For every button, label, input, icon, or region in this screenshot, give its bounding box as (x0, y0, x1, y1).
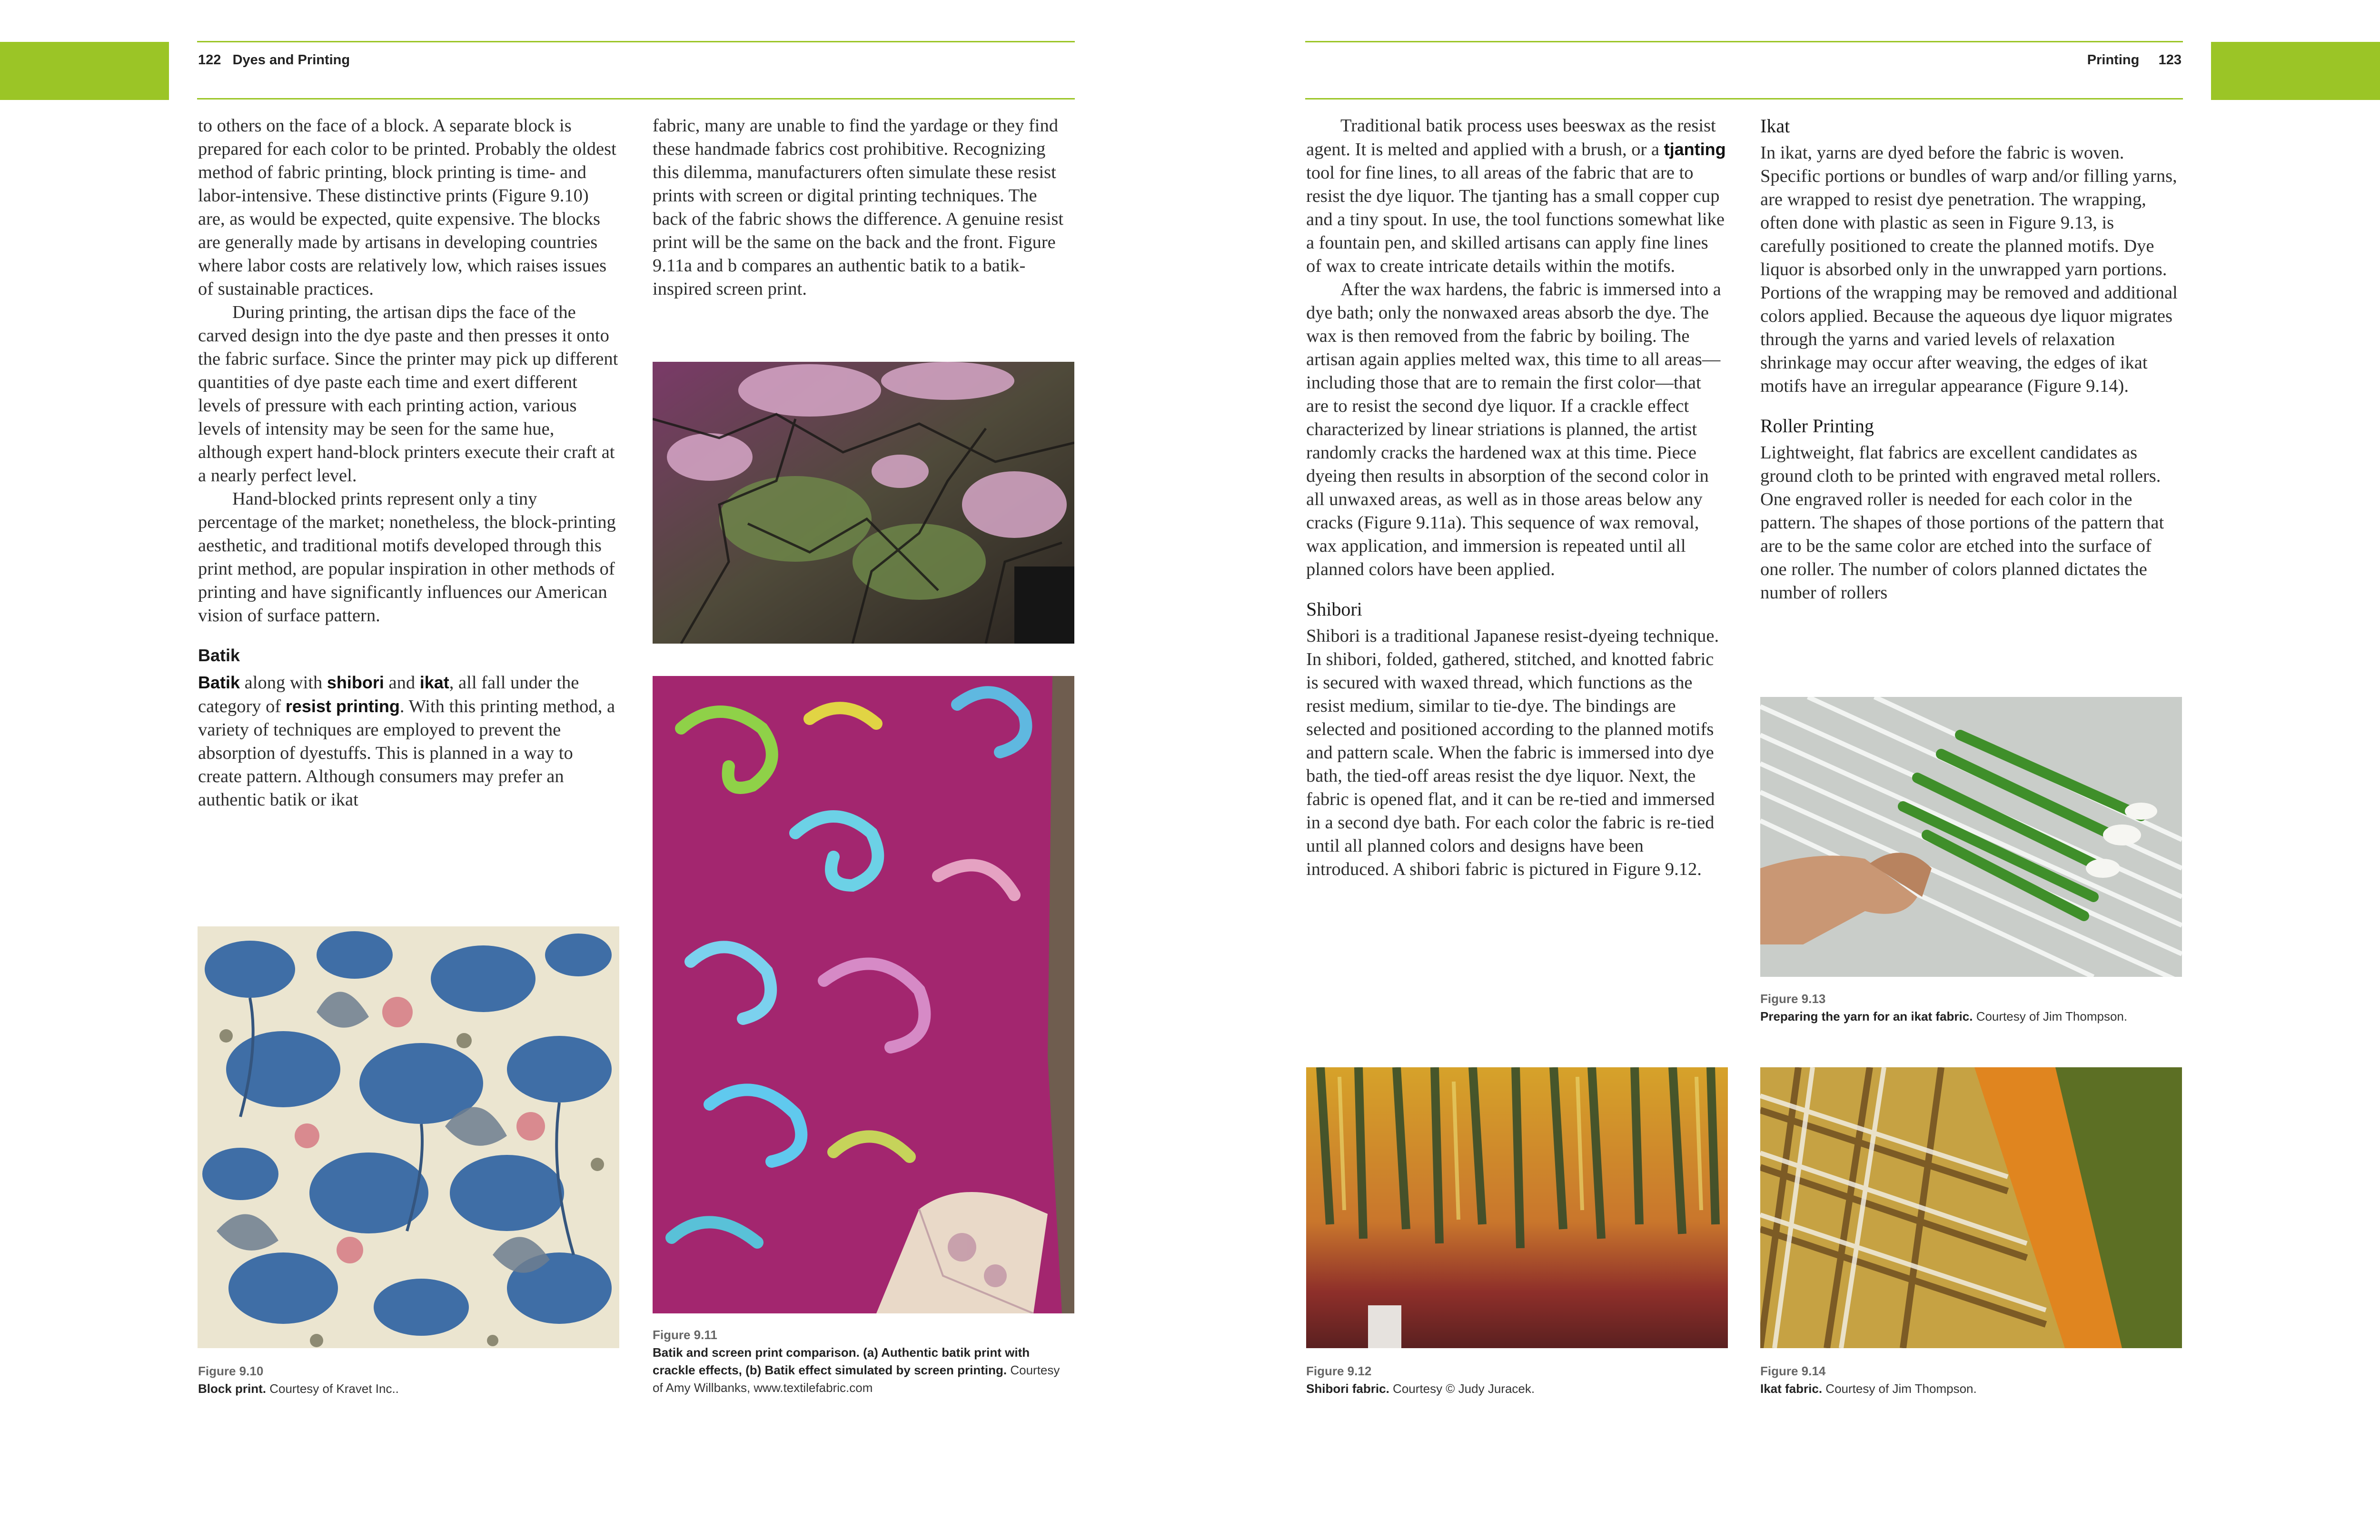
left-page-column-2 (653, 114, 1074, 301)
left-page-column-1 (198, 114, 619, 812)
body-paragraph: During printing, the artisan dips the face of the carved design into the dye paste and then presses it onto the fabric surface. Since the printer may pick up different quantities of dye paste each time and exert different levels of pressure with each printing action, various levels of intensity may be seen for the same hue, although expert hand-block printers execute their craft at a nearly perfect level. (198, 302, 618, 486)
term-shibori: shibori (327, 673, 384, 692)
body-paragraph: Hand-blocked prints represent only a tiny percentage of the market; nonetheless, the block-printing aesthetic, and traditional motifs developed through this print method, are popular inspiration in other methods of printing and have significantly influences our American vision of surface pattern. (198, 489, 616, 626)
left-header-bottom-rule (197, 98, 1075, 99)
body-paragraph: After the wax hardens, the fabric is immersed into a dye bath; only the nonwaxed areas absorb the dye. The wax is then removed from the fabric by boiling. The artisan again applies melted wax, this time to all areas—including those that are to remain the first color—that are to resist the second dye liquor. If a crackle effect characterized by linear striations is planned, the artist randomly cracks the hardened wax at this time. Piece dyeing then results in absorption of the second color in all unwaxed areas, as well as in those areas below any cracks (Figure 9.11a). This sequence of wax removal, wax application, and immersion is repeated until all planned colors have been applied. (1306, 279, 1721, 579)
ikat-paragraph: In ikat, yarns are dyed before the fabric is woven. Specific portions or bundles of warp and/or filling yarns, are wrapped to resist dye penetration. The wrapping, often done with plastic as seen in Figure 9.13, is carefully positioned to create the planned motifs. Dye liquor is absorbed only in the unwrapped yarn portions. Portions of the wrapping may be removed and additional colors applied. Because the aqueous dye liquor migrates through the yarns and varied levels of relaxation shrinkage may occur after weaving, the edges of ikat motifs have an irregular appearance (Figure 9.14). (1760, 143, 2178, 396)
right-header-top-rule (1305, 41, 2183, 42)
right-page-column-1 (1306, 114, 1727, 881)
running-head-left: Dyes and Printing (232, 52, 350, 68)
right-page-tab (2211, 42, 2380, 100)
section-heading-batik: Batik (198, 646, 240, 665)
term-resist-printing: resist printing (285, 696, 400, 716)
section-heading-ikat: Ikat (1760, 115, 1790, 137)
figure-9-12-caption: Figure 9.12 Shibori fabric. Courtesy © Judy Juracek. (1306, 1362, 1728, 1398)
body-paragraph: fabric, many are unable to find the yardage or they find these handmade fabrics cost prohibitive. Recognizing this dilemma, manufacturers often simulate these resist prints with screen or digital printing techniques. The back of the fabric shows the difference. A genuine resist print will be the same on the back and the front. Figure 9.11a and b compares an authentic batik to a batik-inspired screen print. (653, 116, 1064, 299)
section-heading-shibori: Shibori (1306, 598, 1362, 620)
page-number-right: 123 (2158, 52, 2182, 68)
batik-paragraph: Batik along with shibori and ikat, all fall under the category of resist printing. With this printing method, a variety of techniques are employed to prevent the absorption of dyestuffs. This is planned in a way to create pattern. Although consumers may prefer an authentic batik or ikat (198, 673, 615, 810)
right-page-column-2 (1760, 114, 2182, 605)
left-header-top-rule (197, 41, 1075, 42)
figure-number: Figure 9.14 (1760, 1364, 1826, 1378)
term-ikat: ikat (419, 673, 449, 692)
figure-9-11-caption: Figure 9.11 Batik and screen print comparison. (a) Authentic batik print with crackle effects, (b) Batik effect simulated by screen printing. Courtesy of Amy Willbanks, www.textilefabric.com (653, 1326, 1071, 1397)
figure-number: Figure 9.13 (1760, 992, 1826, 1006)
running-head-right: Printing (2087, 52, 2140, 68)
figure-number: Figure 9.12 (1306, 1364, 1372, 1378)
right-header-bottom-rule (1305, 98, 2183, 99)
figure-9-14-caption: Figure 9.14 Ikat fabric. Courtesy of Jim Thompson. (1760, 1362, 2182, 1398)
term-tjanting: tjanting (1664, 139, 1726, 159)
figure-9-11a-authentic-batik-image (653, 362, 1074, 644)
page-number-left: 122 (198, 52, 221, 68)
figure-9-14-ikat-fabric-image (1760, 1067, 2182, 1348)
figure-number: Figure 9.11 (653, 1328, 717, 1342)
figure-9-12-shibori-fabric-image (1306, 1067, 1728, 1348)
section-heading-roller-printing: Roller Printing (1760, 415, 1874, 437)
body-paragraph: Traditional batik process uses beeswax as the resist agent. It is melted and applied with a brush, or a tjanting tool for fine lines, to all areas of the fabric that are to resist the dye liquor. The tjanting has a small copper cup and a tiny spout. In use, the tool functions somewhat like a fountain pen, and skilled artisans can apply fine lines of wax to create intricate details within the motifs. (1306, 116, 1726, 276)
figure-number: Figure 9.10 (198, 1364, 264, 1378)
figure-9-11b-screen-print-batik-image (653, 676, 1074, 1313)
left-page-header (198, 52, 350, 68)
figure-9-13-ikat-yarn-image (1760, 697, 2182, 977)
body-paragraph: to others on the face of a block. A separate block is prepared for each color to be printed. Probably the oldest method of fabric printing, block printing is time- and labor-intensive. These distinctive prints (Figure 9.10) are, as would be expected, quite expensive. The blocks are generally made by artisans in developing countries where labor costs are relatively low, which raises issues of sustainable practices. (198, 116, 616, 299)
figure-9-10-block-print-image (198, 926, 619, 1348)
left-page-tab (0, 42, 169, 100)
term-batik: Batik (198, 673, 240, 692)
right-page-header (2087, 52, 2182, 68)
figure-9-10-caption: Figure 9.10 Block print. Courtesy of Kravet Inc.. (198, 1362, 620, 1398)
shibori-paragraph: Shibori is a traditional Japanese resist-dyeing technique. In shibori, folded, gathered, stitched, and knotted fabric is secured with waxed thread, which functions as the resist medium, similar to tie-dye. The bindings are selected and positioned according to the planned motifs and pattern scale. When the fabric is immersed into dye bath, the tied-off areas resist the dye liquor. Next, the fabric is opened flat, and it can be re-tied and immersed in a second dye bath. For each color the fabric is re-tied until all planned colors and designs have been introduced. A shibori fabric is pictured in Figure 9.12. (1306, 626, 1719, 879)
figure-9-13-caption: Figure 9.13 Preparing the yarn for an ikat fabric. Courtesy of Jim Thompson. (1760, 990, 2182, 1025)
roller-printing-paragraph: Lightweight, flat fabrics are excellent candidates as ground cloth to be printed with engraved metal rollers. One engraved roller is needed for each color in the pattern. The shapes of those portions of the pattern that are to be the same color are etched into the surface of one roller. The number of colors planned dictates the number of rollers (1760, 443, 2164, 603)
